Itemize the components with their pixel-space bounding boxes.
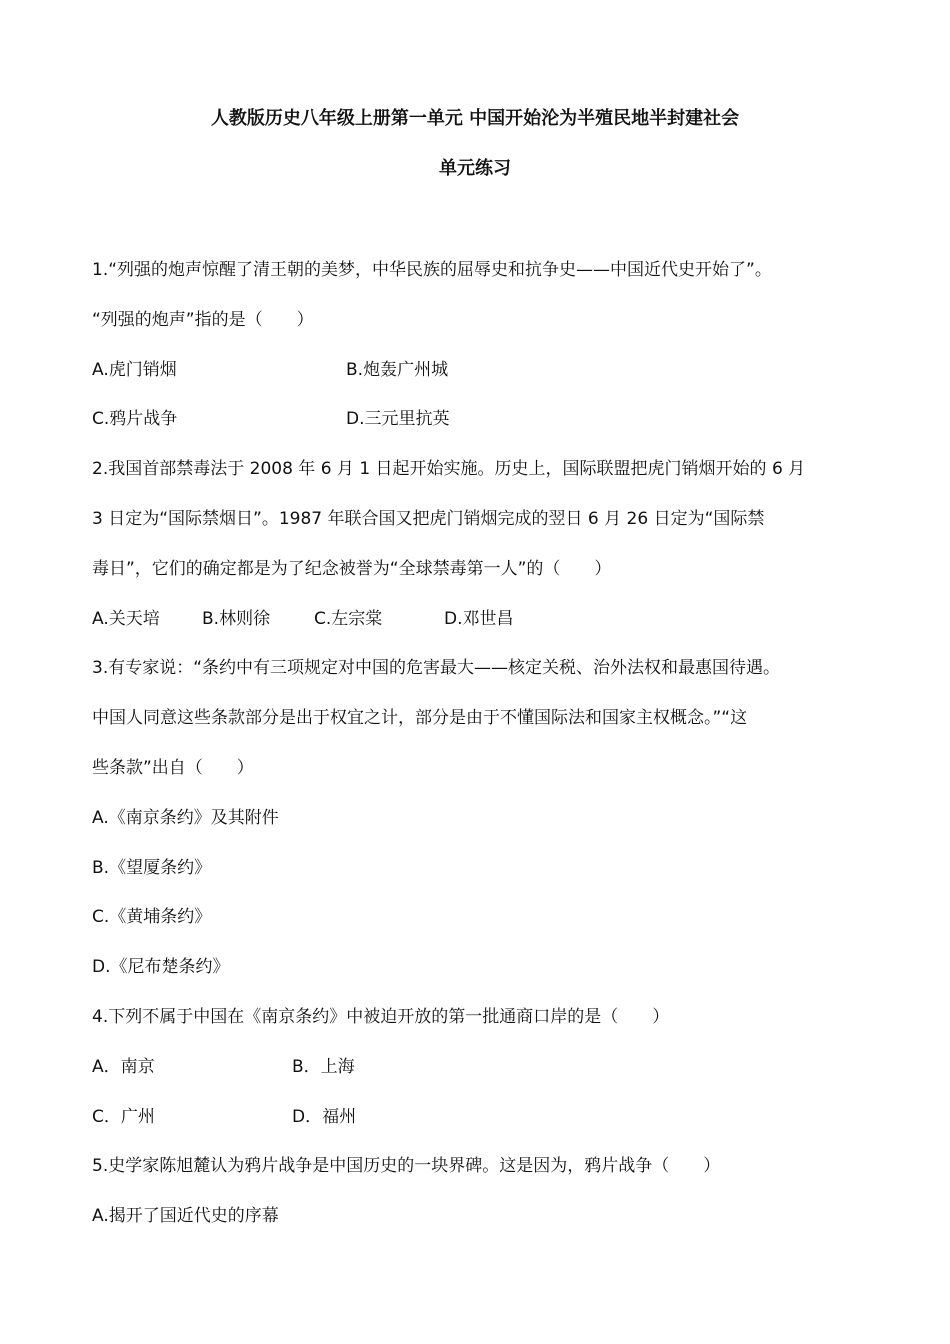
- question-1-option-a: A.虎门销烟: [92, 359, 177, 380]
- question-2-stem-line-2: 3 日定为“国际禁烟日”。1987 年联合国又把虎门销烟完成的翌日 6 月 26 日定为“国际禁: [92, 508, 765, 529]
- question-1-options-row-2: [92, 406, 882, 456]
- question-4-options-row-2: [92, 1104, 882, 1154]
- question-2-option-b: B.林则徐: [202, 608, 271, 629]
- question-2-option-d: D.邓世昌: [444, 608, 514, 629]
- question-2-option-c: C.左宗棠: [314, 608, 383, 629]
- question-1-stem-line-1: 1.“列强的炮声惊醒了清王朝的美梦，中华民族的屈辱史和抗争史——中国近代史开始了”。: [92, 260, 772, 280]
- question-1-options-row-1: [92, 357, 882, 407]
- question-3-option-b: B.《望厦条约》: [92, 857, 212, 878]
- question-1-option-d: D.三元里抗英: [346, 409, 450, 430]
- question-3-stem-line-2: 中国人同意这些条款部分是出于权宜之计，部分是由于不懂国际法和国家主权概念。”“这: [92, 708, 748, 729]
- question-1-option-c: C.鸦片战争: [92, 409, 178, 430]
- question-3-option-c: C.《黄埔条约》: [92, 907, 212, 928]
- question-2-stem-line-1: 2.我国首部禁毒法于 2008 年 6 月 1 日起开始实施。历史上，国际联盟把虎门销烟开始的 6 月: [92, 459, 806, 480]
- document-title: 人教版历史八年级上册第一单元 中国开始沦为半殖民地半封建社会: [210, 108, 740, 129]
- question-2-options-row: [92, 606, 882, 656]
- question-1-option-b: B.炮轰广州城: [346, 359, 449, 380]
- question-2-stem-line-3: 毒日”，它们的确定都是为了纪念被誉为“全球禁毒第一人”的（ ）: [92, 558, 612, 579]
- document-subtitle: 单元练习: [439, 158, 511, 179]
- question-3-stem-line-3: 些条款”出自（ ）: [92, 757, 254, 778]
- question-3-option-d: D.《尼布楚条约》: [92, 957, 230, 978]
- question-4-option-b: B．上海: [292, 1056, 355, 1077]
- question-5-option-a: A.揭开了国近代史的序幕: [92, 1206, 279, 1227]
- question-5-stem-line-1: 5.史学家陈旭麓认为鸦片战争是中国历史的一块界碑。这是因为，鸦片战争（ ）: [92, 1156, 721, 1177]
- question-4-option-a: A．南京: [92, 1056, 155, 1077]
- question-list: [92, 257, 882, 1253]
- question-1-stem-line-2: “列强的炮声”指的是（ ）: [92, 309, 314, 330]
- question-3-stem-line-1: 3.有专家说：“条约中有三项规定对中国的危害最大——核定关税、治外法权和最惠国待遇。: [92, 658, 781, 679]
- question-4-stem-line-1: 4.下列不属于中国在《南京条约》中被迫开放的第一批通商口岸的是（ ）: [92, 1006, 670, 1027]
- question-3-option-a: A.《南京条约》及其附件: [92, 807, 279, 828]
- question-4-option-d: D．福州: [292, 1106, 357, 1127]
- question-4-options-row-1: [92, 1054, 882, 1104]
- question-2-option-a: A.关天培: [92, 608, 160, 629]
- question-4-option-c: C．广州: [92, 1106, 155, 1127]
